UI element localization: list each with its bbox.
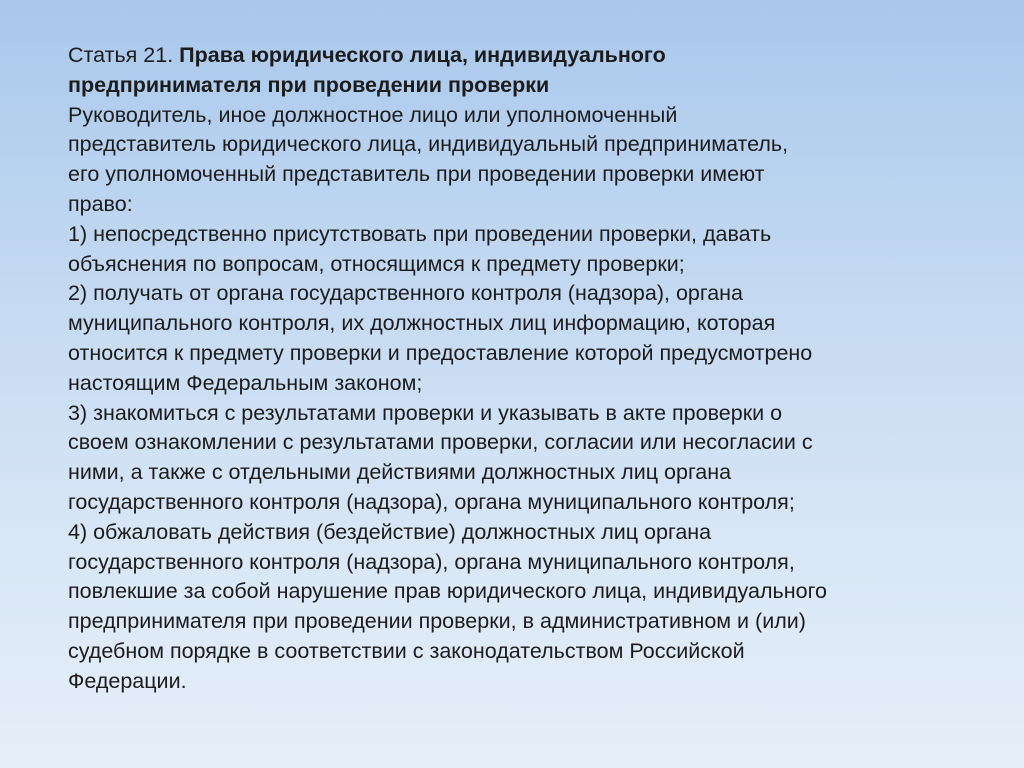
- slide-text-block: [68, 41, 988, 697]
- intro-paragraph: [68, 101, 988, 220]
- item-line: судебном порядке в соответствии с законодательством Российской: [68, 638, 745, 663]
- item-line: объяснения по вопросам, относящимся к предмету проверки;: [68, 251, 685, 276]
- item-line: 1) непосредственно присутствовать при проведении проверки, давать: [68, 221, 772, 246]
- item-line: настоящим Федеральным законом;: [68, 370, 423, 395]
- intro-line: его уполномоченный представитель при проведении проверки имеют: [68, 162, 765, 187]
- intro-line: право:: [68, 191, 133, 216]
- article-title-part-2: предпринимателя при проведении проверки: [68, 72, 550, 97]
- right-item-3: [68, 399, 988, 518]
- right-item-1: [68, 220, 988, 280]
- item-line: 2) получать от органа государственного контроля (надзора), органа: [68, 281, 744, 306]
- item-line: своем ознакомлении с результатами проверки, согласии или несогласии с: [68, 430, 813, 455]
- item-line: 4) обжаловать действия (бездействие) должностных лиц органа: [68, 519, 712, 544]
- article-title-part-1: Права юридического лица, индивидуального: [179, 43, 666, 67]
- item-line: предпринимателя при проведении проверки, в административном и (или): [68, 609, 806, 634]
- item-line: 3) знакомиться с результатами проверки и указывать в акте проверки о: [68, 400, 783, 425]
- item-line: относится к предмету проверки и предоставление которой предусмотрено: [68, 340, 813, 365]
- intro-line: Руководитель, иное должностное лицо или уполномоченный: [68, 102, 678, 127]
- item-line: повлекшие за собой нарушение прав юридического лица, индивидуального: [68, 579, 827, 604]
- article-heading-line-1: [68, 41, 988, 71]
- item-line: ними, а также с отдельными действиями должностных лиц органа: [68, 460, 732, 485]
- item-line: государственного контроля (надзора), органа муниципального контроля;: [68, 489, 795, 514]
- item-line: государственного контроля (надзора), органа муниципального контроля,: [68, 549, 795, 574]
- item-line: Федерации.: [68, 668, 187, 693]
- intro-line: представитель юридического лица, индивидуальный предприниматель,: [68, 132, 789, 157]
- item-line: муниципального контроля, их должностных лиц информацию, которая: [68, 311, 776, 336]
- right-item-2: [68, 279, 988, 398]
- article-number: Статья 21.: [68, 43, 174, 67]
- right-item-4: [68, 518, 988, 697]
